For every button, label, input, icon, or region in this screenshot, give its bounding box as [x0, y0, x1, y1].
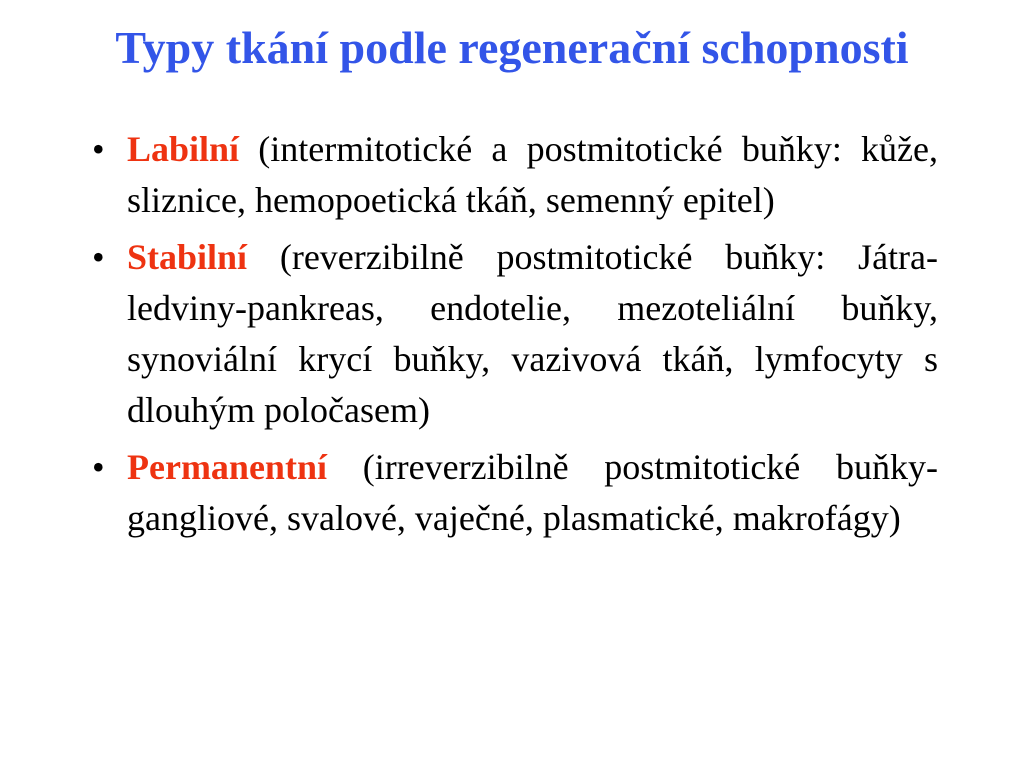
bullet-list	[92, 124, 938, 550]
bullet-dot-icon: •	[92, 237, 105, 277]
bullet-dot-icon: •	[92, 447, 105, 487]
bullet-term: Labilní	[127, 129, 240, 169]
bullet-description: (intermitotické a postmitotické buňky: kůže, sliznice, hemopoetická tkáň, semenný epitel)	[127, 129, 938, 220]
bullet-dot-icon: •	[92, 129, 105, 169]
bullet-item-labile	[92, 124, 938, 226]
bullet-term: Permanentní	[127, 447, 327, 487]
bullet-item-permanent	[92, 442, 938, 544]
bullet-item-stable	[92, 232, 938, 436]
bullet-description: (reverzibilně postmitotické buňky: Játra-ledviny-pankreas, endotelie, mezoteliální buňky, synoviální krycí buňky, vazivová tkáň, lymfocyty s dlouhým poločasem)	[127, 237, 938, 430]
slide-title: Typy tkání podle regenerační schopnosti	[115, 22, 909, 73]
bullet-description: (irreverzibilně postmitotické buňky- gangliové, svalové, vaječné, plasmatické, makrofágy)	[127, 447, 939, 538]
bullet-term: Stabilní	[127, 237, 248, 277]
